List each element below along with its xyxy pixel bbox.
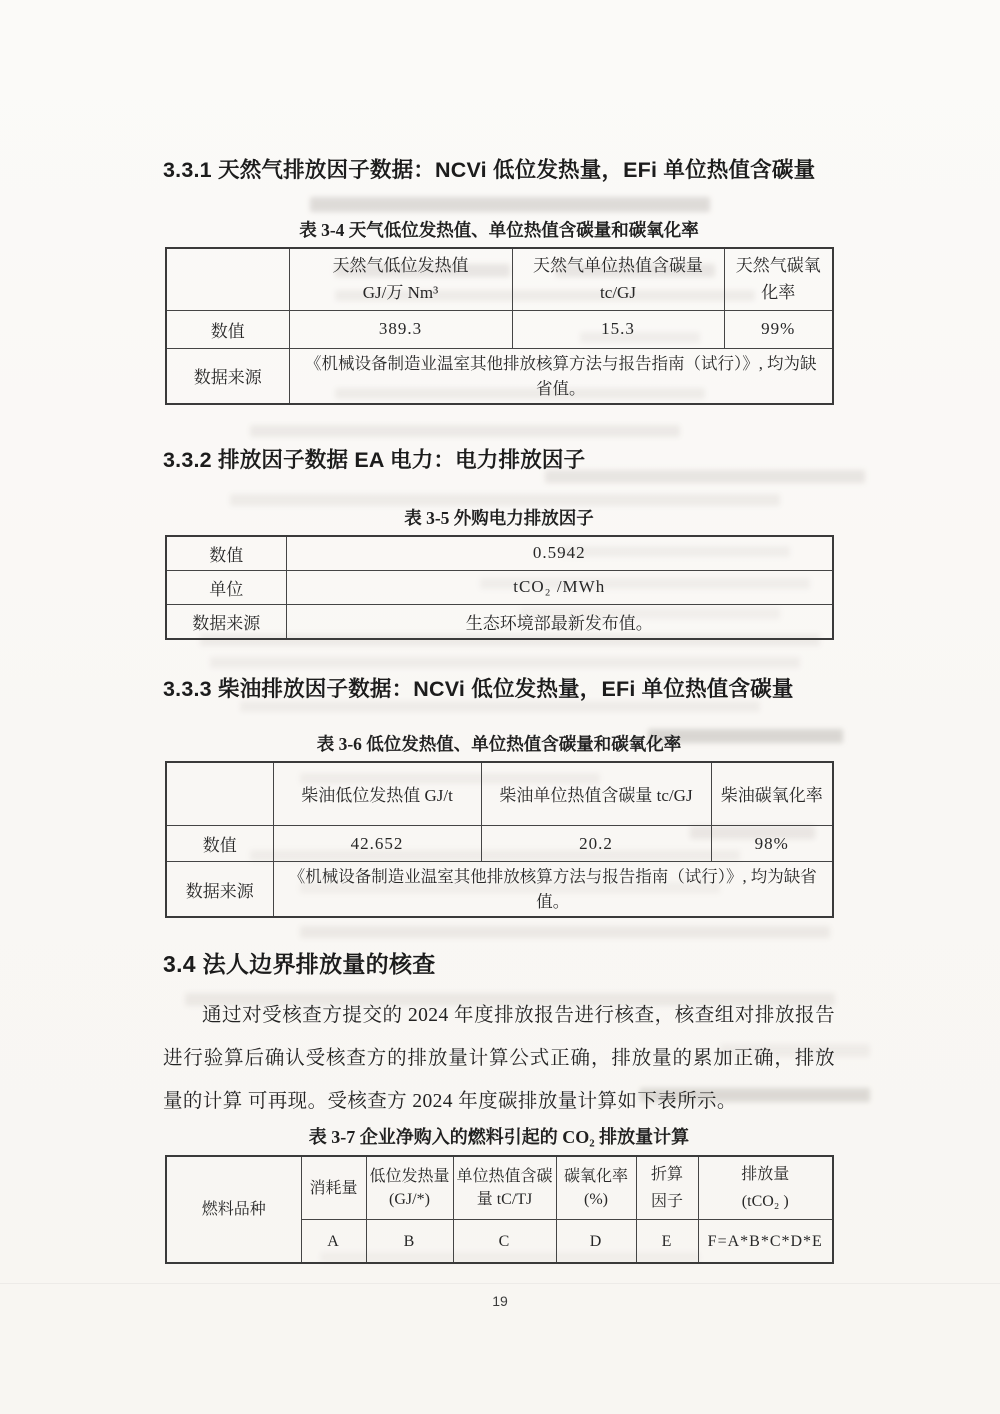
verification-paragraph: 通过对受核查方提交的 2024 年度排放报告进行核查，核查组对排放报告进行验算后确认受核查方的排放量计算公式正确，排放量的累加正确，排放量的计算 可再现。受核查方 2024 年度碳排放量计算如下表所示。 — [163, 1005, 835, 1112]
ncv-header-cell: 低位发热量(GJ/*) — [366, 1156, 453, 1220]
symbol-E-cell: E — [636, 1220, 698, 1264]
ng-oxidation-value: 99% — [724, 310, 833, 348]
electricity-factor-unit: tCO₂ /MWh — [286, 570, 833, 604]
ng-carbon-header-line1: 天然气单位热值含碳量 — [533, 256, 703, 276]
table-3-6-value-row — [166, 826, 833, 862]
table-3-4-header-row — [166, 248, 833, 310]
diesel-oxidation-header-cell: 柴油碳氧化率 — [711, 762, 833, 826]
value-row-label: 数值 — [166, 310, 289, 348]
table-3-6-header-row — [166, 762, 833, 826]
oxidation-rate-header-cell: 碳氧化率(%) — [556, 1156, 636, 1220]
section-heading-3-3-2: 3.3.2 排放因子数据 EA 电力：电力排放因子 — [163, 447, 586, 472]
source-row-label: 数据来源 — [166, 862, 273, 918]
row-label: 单位 — [166, 570, 286, 604]
table-3-7-header-row — [166, 1156, 833, 1220]
ng-carbon-header-line2: tc/GJ — [600, 283, 636, 303]
ng-ncv-header-line2: GJ/万 Nm³ — [362, 283, 439, 303]
conversion-factor-line1: 折算 — [650, 1166, 683, 1183]
footer-divider — [0, 1283, 1000, 1284]
table-3-5-source-row — [166, 604, 833, 639]
ng-oxidation-header-line2: 化率 — [761, 283, 796, 303]
conversion-factor-line2: 因子 — [650, 1193, 683, 1210]
diesel-ncv-header-cell: 柴油低位发热值 GJ/t — [273, 762, 481, 826]
carbon-content-header-cell: 单位热值含碳量 tC/TJ — [453, 1156, 556, 1220]
document-content — [163, 155, 835, 1264]
table-3-6-diesel-factors — [165, 761, 834, 919]
source-row-label: 数据来源 — [166, 348, 289, 404]
table-3-7-caption: 表 3-7 企业净购入的燃料引起的 CO₂ 排放量计算 — [308, 1127, 690, 1147]
diesel-carbon-header-cell: 柴油单位热值含碳量 tc/GJ — [481, 762, 711, 826]
diesel-ncv-value: 42.652 — [273, 826, 481, 862]
conversion-factor-header-cell — [636, 1156, 698, 1220]
symbol-B-cell: B — [366, 1220, 453, 1264]
ng-data-source-text: 《机械设备制造业温室其他排放核算方法与报告指南（试行）》, 均为缺省值。 — [289, 348, 833, 404]
ng-oxidation-header-line1: 天然气碳氧 — [735, 256, 821, 276]
diesel-carbon-value: 20.2 — [481, 826, 711, 862]
emission-header-line1: 排放量 — [741, 1166, 790, 1183]
fuel-type-header-cell: 燃料品种 — [166, 1156, 301, 1263]
ng-carbon-value: 15.3 — [512, 310, 724, 348]
empty-corner-cell — [166, 762, 273, 826]
ng-carbon-header-cell — [512, 248, 724, 310]
symbol-C-cell: C — [453, 1220, 556, 1264]
table-3-4-value-row — [166, 310, 833, 348]
section-heading-3-3-3: 3.3.3 柴油排放因子数据：NCVi 低位发热量，EFi 单位热值含碳量 — [163, 676, 794, 701]
consumption-header-cell: 消耗量 — [301, 1156, 366, 1220]
table-3-5-unit-row — [166, 570, 833, 604]
table-3-4-caption: 表 3-4 天气低位发热值、单位热值含碳量和碳氧化率 — [299, 220, 699, 240]
table-3-6-caption: 表 3-6 低位发热值、单位热值含碳量和碳氧化率 — [316, 733, 682, 754]
ng-ncv-header-cell — [289, 248, 512, 310]
empty-corner-cell — [166, 248, 289, 310]
row-label: 数据来源 — [166, 604, 286, 639]
table-3-6-source-row — [166, 862, 833, 918]
table-3-5-value-row — [166, 536, 833, 571]
table-3-4-natural-gas-factors — [165, 247, 834, 405]
ng-ncv-header-line1: 天然气低位发热值 — [332, 256, 469, 276]
diesel-data-source-text: 《机械设备制造业温室其他排放核算方法与报告指南（试行）》, 均为缺省值。 — [273, 862, 833, 918]
table-3-5-electricity-factor — [165, 535, 834, 640]
table-3-5-caption: 表 3-5 外购电力排放因子 — [404, 507, 594, 528]
table-3-4-source-row — [166, 348, 833, 404]
section-heading-3-3-1: 3.3.1 天然气排放因子数据：NCVi 低位发热量，EFi 单位热值含碳量 — [163, 158, 816, 182]
ng-ncv-value: 389.3 — [289, 310, 512, 348]
table-3-7-co2-emission-calculation — [165, 1155, 834, 1264]
symbol-D-cell: D — [556, 1220, 636, 1264]
value-row-label: 数值 — [166, 826, 273, 862]
symbol-A-cell: A — [301, 1220, 366, 1264]
emission-header-line2: (tCO₂ ) — [741, 1193, 789, 1210]
formula-cell: F=A*B*C*D*E — [698, 1220, 833, 1264]
page-number: 19 — [492, 1293, 508, 1309]
section-heading-3-4: 3.4 法人边界排放量的核查 — [163, 951, 436, 977]
electricity-data-source-text: 生态环境部最新发布值。 — [286, 604, 833, 639]
emission-header-cell — [698, 1156, 833, 1220]
diesel-oxidation-value: 98% — [711, 826, 833, 862]
electricity-factor-value: 0.5942 — [286, 536, 833, 571]
ng-oxidation-header-cell — [724, 248, 833, 310]
row-label: 数值 — [166, 536, 286, 571]
